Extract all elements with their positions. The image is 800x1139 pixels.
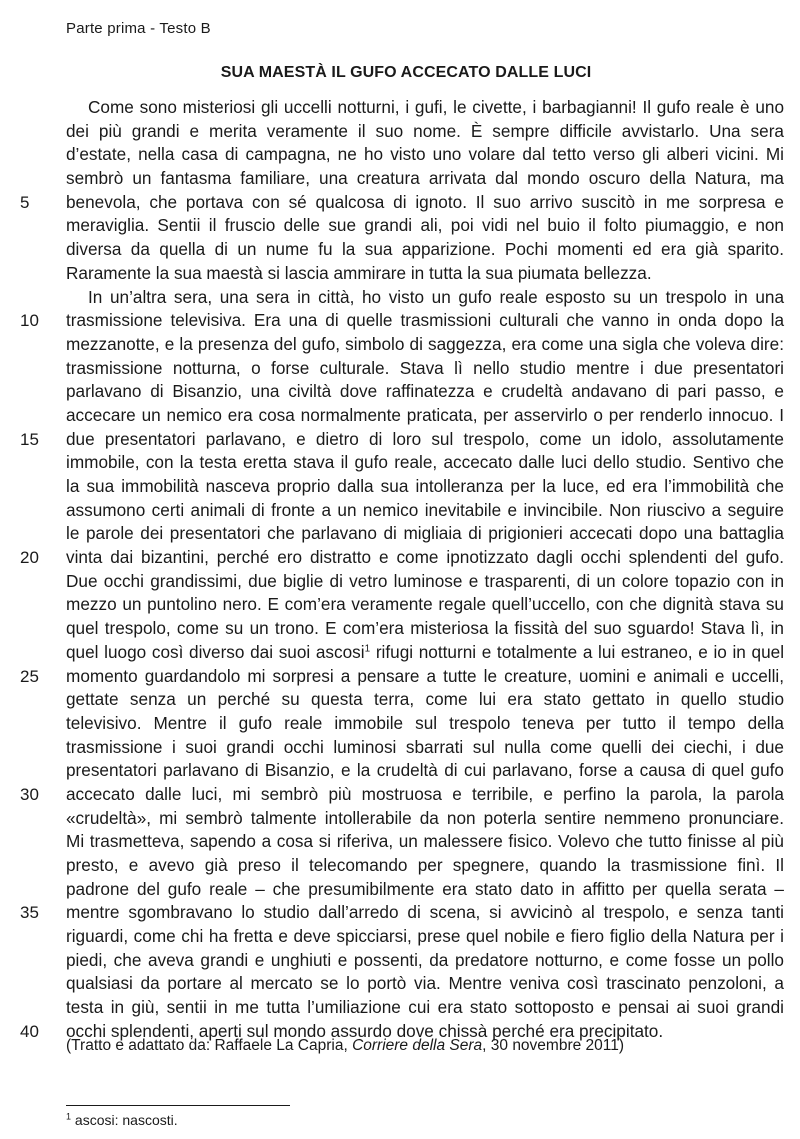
line-text: mezzo un puntolino nero. E com’era veramente regale quell’uccello, con che dignità stava su <box>66 594 784 615</box>
text-line <box>66 807 784 831</box>
line-text: padrone del gufo reale – che presumibilmente era stato dato in affitto per quella serata – <box>66 878 784 899</box>
footnote-divider <box>66 1105 290 1106</box>
line-text: dei più grandi e merita veramente il suo nome. È sempre difficile avvistarlo. Una sera <box>66 120 784 141</box>
text-line <box>66 333 784 357</box>
line-number: 40 <box>20 1021 39 1041</box>
line-text: mezzanotte, e la presenza del gufo, simbolo di saggezza, era come una sigla che voleva dire: <box>66 333 784 354</box>
line-text: presentatori parlavano di Bisanzio, e la crudeltà di cui parlavano, forse a causa di quel gufo <box>66 760 784 781</box>
line-text: Due occhi grandissimi, due biglie di vetro luminose e trasparenti, di un colore topazio con in <box>66 570 784 591</box>
text-line <box>20 783 784 807</box>
footnote-marker: 1 <box>66 1111 72 1122</box>
source-suffix: , 30 novembre 2011) <box>482 1037 625 1054</box>
text-line <box>66 451 784 475</box>
text-line <box>66 641 784 665</box>
line-text: presto, e avevo già preso il telecomando per spegnere, quando la trasmissione finì. Il <box>66 855 784 875</box>
text-line <box>66 120 784 144</box>
line-text: Mi trasmetteva, sapendo a cosa si riferiva, un malessere fisico. Volevo che tutto finisse al più <box>66 831 784 852</box>
text-line <box>66 593 784 617</box>
line-text: assumono certi animali di fronte a un nemico inevitabile e invincibile. Non riuscivo a seguire <box>66 499 784 520</box>
text-line <box>66 972 784 996</box>
line-text: benevola, che portava con sé qualcosa di ignoto. Il suo arrivo suscitò in me sorpresa e <box>66 191 784 212</box>
text-line <box>20 665 784 689</box>
text-line <box>66 404 784 428</box>
text-line <box>66 996 784 1020</box>
text-line <box>66 688 784 712</box>
text-line <box>66 949 784 973</box>
text-line <box>66 96 784 120</box>
line-text: Come sono misteriosi gli uccelli notturni, i gufi, le civette, i barbagianni! Il gufo reale è uno <box>88 97 784 117</box>
text-line <box>66 854 784 878</box>
line-number: 10 <box>20 311 39 331</box>
line-number: 30 <box>20 784 39 804</box>
line-text: gettate senza un perché su questa terra, come lui era stato gettato in quello studio <box>66 689 784 710</box>
line-text: In un’altra sera, una sera in città, ho visto un gufo reale esposto su un trespolo in una <box>88 286 784 307</box>
line-number: 15 <box>20 429 39 449</box>
line-text: quel trespolo, come su un trono. E com’era misteriosa la fissità del suo sguardo! Stava lì, in <box>66 618 784 639</box>
text-line <box>66 570 784 594</box>
line-text: riguardi, come chi ha fretta e deve spicciarsi, prese quel nobile e fiero figlio della Natura per i <box>66 926 784 947</box>
line-text: accecato dalle luci, mi sembrò più mostruosa e terribile, e perfino la parola, la parola <box>66 783 784 804</box>
line-text: diversa da quella di un nume fu la sua apparizione. Pochi momenti ed era già sparito. <box>66 239 784 260</box>
text-line <box>66 499 784 523</box>
line-text <box>66 641 784 665</box>
source-prefix: (Tratto e adattato da: Raffaele La Capria, <box>66 1037 353 1054</box>
text-line <box>20 191 784 215</box>
text-line <box>66 167 784 191</box>
text-line <box>66 830 784 854</box>
text-line <box>66 617 784 641</box>
line-text: trasmissione televisiva. Era una di quelle trasmissioni culturali che vanno in onda dopo la <box>66 310 784 331</box>
line-text: momento guardandolo mi sorpresi a pensare a tutte le creature, uomini e animali e uccelli, <box>66 665 784 686</box>
line-text: piedi, che aveva grandi e unghiuti e possenti, da predatore notturno, e come fosse un pollo <box>66 949 784 970</box>
article-title: SUA MAESTÀ IL GUFO ACCECATO DALLE LUCI <box>220 64 592 81</box>
line-text: Raramente la sua maestà si lascia ammirare in tutta la sua piumata bellezza. <box>66 262 652 283</box>
text-line <box>66 925 784 949</box>
line-text: vinta dai bizantini, perché ero distratto e come ipnotizzato dagli occhi splendenti del gufo. <box>66 547 784 568</box>
text-line <box>66 214 784 238</box>
line-text: due presentatori parlavano, e dietro di loro sul trespolo, come un idolo, assolutamente <box>66 428 784 449</box>
text-line <box>66 262 784 286</box>
text-line <box>20 428 784 452</box>
text-line <box>66 712 784 736</box>
line-number: 20 <box>20 548 39 568</box>
line-number: 25 <box>20 666 39 686</box>
text-line <box>66 522 784 546</box>
source-newspaper: Corriere della Sera <box>352 1037 483 1054</box>
section-header: Parte prima - Testo B <box>66 20 211 37</box>
article-body <box>20 96 785 1044</box>
line-text-part: rifugi notturni e totalmente a lui estraneo, e io in quel <box>370 641 785 662</box>
line-text: la sua immobilità nasceva proprio dalla sua intolleranza per la luce, ed era l’immobilità che <box>66 476 784 496</box>
text-line <box>66 380 784 404</box>
footnote-reference: 1 <box>364 643 371 655</box>
line-text: mentre sgombravano lo studio dall’arredo di scena, si avvicinò al trespolo, e senza tanti <box>66 902 784 923</box>
line-text: accecare un nemico era cosa normalmente praticata, per asservirlo o per renderlo innocuo. I <box>66 404 784 425</box>
line-number: 35 <box>20 903 39 923</box>
line-text-part: quel luogo così diverso dai suoi ascosi <box>66 641 365 662</box>
line-text: qualsiasi da portare al mercato se lo portò via. Mentre veniva così trascinato penzoloni, a <box>66 973 784 994</box>
line-number: 5 <box>20 192 30 212</box>
text-line <box>66 238 784 262</box>
line-text: trasmissione notturna, o forse culturale. Stava lì nello studio mentre i due presentatori <box>66 357 784 378</box>
text-line <box>66 878 784 902</box>
line-text: sembrò un fantasma familiare, una creatura arrivata dal mondo oscuro della Natura, ma <box>66 168 784 189</box>
text-line <box>20 546 784 570</box>
text-line <box>66 736 784 760</box>
line-text: occhi splendenti, aperti sul mondo assurdo dove chissà perché era precipitato. <box>66 1020 664 1041</box>
footnote-text: ascosi: nascosti. <box>71 1112 178 1128</box>
text-line <box>20 901 784 925</box>
text-line <box>20 309 784 333</box>
footnote <box>66 1112 178 1128</box>
source-citation <box>66 1037 624 1055</box>
line-text: parlavano di Bisanzio, una civiltà dove raffinatezza e crudeltà andavano di pari passo, e <box>66 381 784 402</box>
line-text: meraviglia. Sentii il fruscio delle sue grandi ali, poi vidi nel buio il folto piumaggio, e non <box>66 215 784 236</box>
text-line <box>66 286 784 310</box>
text-line <box>66 143 784 167</box>
text-line <box>66 759 784 783</box>
line-text: testa in giù, sentii in me tutta l’umiliazione cui era stato sottoposto e pensai ai suoi grandi <box>66 997 784 1018</box>
line-text: d’estate, nella casa di campagna, ne ho visto uno volare dal tetto verso gli alberi vicini. Mi <box>66 144 784 165</box>
line-text: immobile, con la testa eretta stava il gufo reale, accecato dalle luci dello studio. Sentivo che <box>66 452 784 473</box>
line-text: trasmissione i suoi grandi occhi luminosi sbarrati sul nulla come quelli dei ciechi, i due <box>66 736 784 757</box>
text-line <box>66 475 784 499</box>
line-text: le parole dei presentatori che parlavano di migliaia di prigionieri accecati dopo una battaglia <box>66 523 784 544</box>
line-text: «crudeltà», mi sembrò talmente intollerabile da non poterla sentire nemmeno pronunciare. <box>66 807 784 828</box>
text-line <box>66 357 784 381</box>
line-text: televisivo. Mentre il gufo reale immobile sul trespolo teneva per tutto il tempo della <box>66 712 784 733</box>
